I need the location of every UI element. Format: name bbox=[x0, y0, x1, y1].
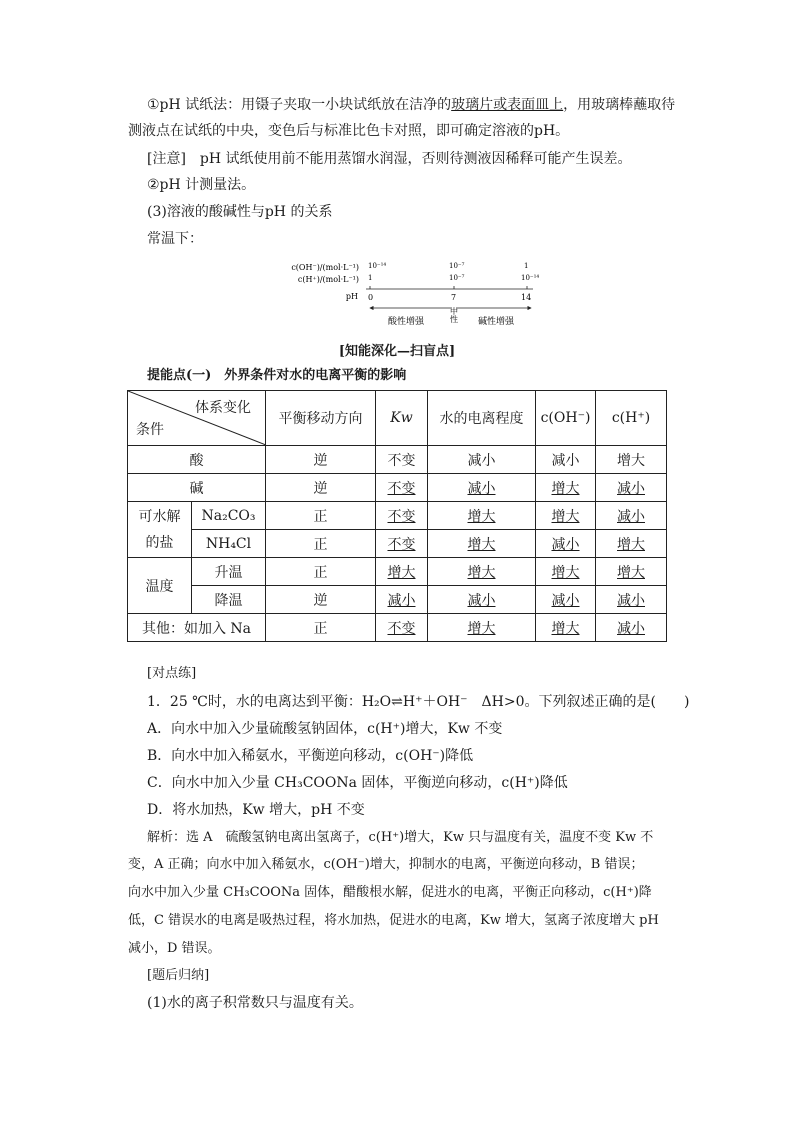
table-cell: 增大 bbox=[536, 614, 596, 642]
answer-line-2: 变，A 正确；向水中加入稀氨水，c(OH⁻)增大，抑制水的电离，平衡逆向移动，B 错误； bbox=[128, 857, 644, 872]
table-cell: 正 bbox=[266, 614, 376, 642]
underlined-text: 玻璃片或表面皿上 bbox=[451, 97, 564, 113]
table-cell: 减小 bbox=[596, 614, 667, 642]
paragraph-ph-paper-1 bbox=[147, 95, 675, 115]
table-cell: 增大 bbox=[428, 530, 536, 558]
table-cell: 不变 bbox=[376, 614, 428, 642]
table-cell: 减小 bbox=[428, 474, 536, 502]
header-cell: Kw bbox=[376, 391, 428, 446]
table-row bbox=[128, 558, 667, 586]
question-stem: 1．25 ℃时，水的电离达到平衡：H₂O⇌H⁺＋OH⁻ ΔH>0。下列叙述正确的是( ) bbox=[147, 694, 690, 710]
header-cell: 平衡移动方向 bbox=[266, 391, 376, 446]
table-cell: 减小 bbox=[428, 586, 536, 614]
base-label: 碱性增强 bbox=[478, 317, 515, 327]
answer-line-3: 向水中加入少量 CH₃COONa 固体，醋酸根水解，促进水的电离，平衡正向移动，c(H⁺)降 bbox=[128, 885, 652, 900]
option-c: C．向水中加入少量 CH₃COONa 固体，平衡逆向移动，c(H⁺)降低 bbox=[147, 775, 568, 791]
table-cell: 减小 bbox=[536, 530, 596, 558]
text: ，用玻璃棒蘸取待 bbox=[563, 97, 676, 113]
table-cell: 不变 bbox=[376, 502, 428, 530]
table-cell: 正 bbox=[266, 558, 376, 586]
corner-top: 体系变化 bbox=[195, 400, 251, 416]
table-cell: 增大 bbox=[376, 558, 428, 586]
table-cell: 逆 bbox=[266, 446, 376, 474]
oh-axis-label: c(OH⁻)/(mol·L⁻¹) bbox=[291, 263, 359, 272]
table-cell: 不变 bbox=[376, 474, 428, 502]
table-cell: 减小 bbox=[596, 502, 667, 530]
acidity-ph-heading: (3)溶液的酸碱性与pH 的关系 bbox=[147, 204, 333, 220]
table-cell: 正 bbox=[266, 502, 376, 530]
oh-mid-value: 10⁻⁷ bbox=[449, 262, 465, 270]
table-cell: 增大 bbox=[428, 502, 536, 530]
table-cell: 减小 bbox=[596, 474, 667, 502]
ph-0-label: 0 bbox=[368, 293, 374, 302]
table-row bbox=[128, 530, 667, 558]
ph-axis-label: pH bbox=[345, 292, 358, 301]
subcondition-cell: NH₄Cl bbox=[192, 530, 266, 558]
table-cell: 增大 bbox=[536, 558, 596, 586]
table-cell: 增大 bbox=[596, 446, 667, 474]
table-cell: 逆 bbox=[266, 586, 376, 614]
table-cell: 减小 bbox=[376, 586, 428, 614]
table-cell: 减小 bbox=[536, 446, 596, 474]
condition-cell: 可水解的盐 bbox=[128, 502, 192, 558]
option-a: A．向水中加入少量硫酸氢钠固体，c(H⁺)增大，Kw 不变 bbox=[147, 721, 503, 737]
note-paragraph: [注意] pH 试纸使用前不能用蒸馏水润湿，否则待测液因稀释可能产生误差。 bbox=[147, 151, 632, 167]
table-cell: 增大 bbox=[596, 558, 667, 586]
ph-14-label: 14 bbox=[521, 293, 532, 302]
table-cell: 逆 bbox=[266, 474, 376, 502]
answer-line-4: 低，C 错误水的电离是吸热过程，将水加热，促进水的电离，Kw 增大，氢离子浓度增大 pH bbox=[128, 913, 659, 928]
summary-label: [题后归纳] bbox=[147, 968, 210, 983]
paragraph-ph-paper-2: 测液点在试纸的中央，变色后与标准比色卡对照，即可确定溶液的pH。 bbox=[128, 123, 570, 139]
header-cell: 水的电离程度 bbox=[428, 391, 536, 446]
table-cell: 增大 bbox=[596, 530, 667, 558]
table-cell: 减小 bbox=[536, 586, 596, 614]
summary-line-1: (1)水的离子积常数只与温度有关。 bbox=[147, 995, 363, 1011]
normal-temperature-label: 常温下： bbox=[147, 231, 203, 247]
table-row bbox=[128, 502, 667, 530]
table-row bbox=[128, 614, 667, 642]
h-mid-value: 10⁻⁷ bbox=[449, 274, 465, 282]
neutral-label: 中性 bbox=[449, 307, 459, 323]
oh-right-value: 1 bbox=[524, 262, 529, 270]
condition-cell: 酸 bbox=[128, 446, 266, 474]
h-right-value: 10⁻¹⁴ bbox=[521, 274, 540, 282]
practice-label: [对点练] bbox=[147, 666, 197, 681]
table-cell: 增大 bbox=[428, 558, 536, 586]
table-row bbox=[128, 474, 667, 502]
corner-cell bbox=[128, 391, 266, 446]
subcondition-cell: 降温 bbox=[192, 586, 266, 614]
table-cell: 减小 bbox=[596, 586, 667, 614]
condition-cell: 碱 bbox=[128, 474, 266, 502]
table-cell: 减小 bbox=[428, 446, 536, 474]
subcondition-cell: Na₂CO₃ bbox=[192, 502, 266, 530]
h-axis-label: c(H⁺)/(mol·L⁻¹) bbox=[297, 275, 359, 284]
header-cell: c(H⁺) bbox=[596, 391, 667, 446]
acid-label: 酸性增强 bbox=[388, 317, 425, 327]
answer-line-5: 减小，D 错误。 bbox=[128, 941, 221, 956]
subcondition-cell: 升温 bbox=[192, 558, 266, 586]
table-cell: 增大 bbox=[428, 614, 536, 642]
ph-7-label: 7 bbox=[451, 293, 457, 302]
option-b: B．向水中加入稀氨水，平衡逆向移动，c(OH⁻)降低 bbox=[147, 748, 474, 764]
ph-scale-diagram bbox=[0, 258, 794, 338]
header-cell: c(OH⁻) bbox=[536, 391, 596, 446]
corner-bottom: 条件 bbox=[136, 422, 164, 438]
text: ①pH 试纸法：用镊子夹取一小块试纸放在洁净的 bbox=[147, 97, 452, 113]
answer-line-1: 解析：选 A 硫酸氢钠电离出氢离子，c(H⁺)增大，Kw 只与温度有关，温度不变 Kw 不 bbox=[147, 830, 654, 845]
option-d: D．将水加热，Kw 增大，pH 不变 bbox=[147, 802, 365, 818]
table-row bbox=[128, 446, 667, 474]
table-cell: 增大 bbox=[536, 474, 596, 502]
table-cell: 增大 bbox=[536, 502, 596, 530]
table-header-row bbox=[128, 391, 667, 446]
ionization-table bbox=[127, 390, 667, 642]
table-cell: 正 bbox=[266, 530, 376, 558]
ph-meter-paragraph: ②pH 计测量法。 bbox=[147, 177, 256, 193]
table-cell: 不变 bbox=[376, 446, 428, 474]
h-left-value: 1 bbox=[368, 274, 373, 282]
section-title: [知能深化—扫盲点] bbox=[338, 344, 456, 359]
point-title: 提能点(一) 外界条件对水的电离平衡的影响 bbox=[147, 368, 407, 383]
table-row bbox=[128, 586, 667, 614]
condition-cell: 温度 bbox=[128, 558, 192, 614]
oh-left-value: 10⁻¹⁴ bbox=[368, 262, 387, 270]
table-cell: 不变 bbox=[376, 530, 428, 558]
condition-cell: 其他：如加入 Na bbox=[128, 614, 266, 642]
